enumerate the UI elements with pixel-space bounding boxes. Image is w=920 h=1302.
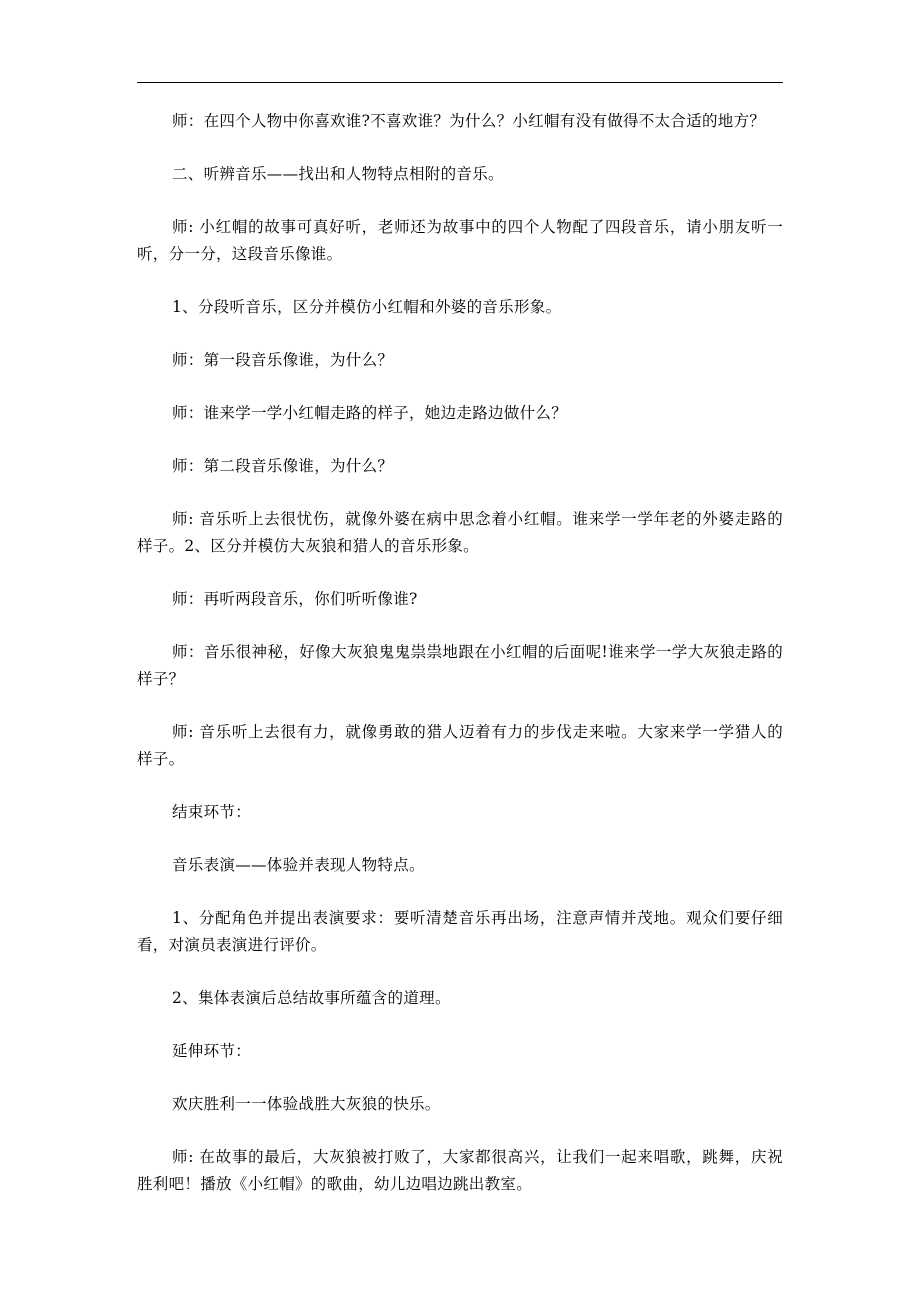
document-body: [137, 108, 783, 1224]
paragraph: 欢庆胜利一一体验战胜大灰狼的快乐。: [172, 1095, 441, 1113]
paragraph: 师：再听两段音乐，你们听听像谁?: [172, 590, 418, 608]
paragraph: 音乐表演——体验并表现人物特点。: [172, 856, 425, 874]
paragraph: 师：音乐很神秘，好像大灰狼鬼鬼祟祟地跟在小红帽的后面呢!谁来学一学大灰狼走路的样子？: [137, 643, 783, 688]
paragraph: 师：谁来学一学小红帽走路的样子，她边走路边做什么？: [172, 404, 568, 422]
paragraph: 师: 音乐听上去很有力，就像勇敢的猎人迈着有力的步伐走来啦。大家来学一学猎人的样子。: [137, 723, 783, 768]
paragraph: 师：第二段音乐像谁，为什么？: [172, 457, 394, 475]
paragraph: 师：在四个人物中你喜欢谁?不喜欢谁？为什么？小红帽有没有做得不太合适的地方？: [172, 112, 766, 130]
paragraph: 师: 在故事的最后，大灰狼被打败了，大家都很高兴，让我们一起来唱歌，跳舞，庆祝胜利吧！播放《小红帽》的歌曲，幼儿边唱边跳出教室。: [137, 1148, 783, 1193]
paragraph: 师: 小红帽的故事可真好听，老师还为故事中的四个人物配了四段音乐，请小朋友听一听，分一分，这段音乐像谁。: [137, 218, 783, 263]
paragraph: 2、集体表演后总结故事所蕴含的道理。: [172, 989, 451, 1007]
section-heading: 二、听辨音乐——找出和人物特点相附的音乐。: [172, 165, 504, 183]
section-heading: 延伸环节：: [172, 1042, 252, 1060]
header-rule: [137, 82, 783, 83]
paragraph: 师: 音乐听上去很忧伤，就像外婆在病中思念着小红帽。谁来学一学年老的外婆走路的样子。2、区分并模仿大灰狼和猎人的音乐形象。: [137, 510, 783, 555]
paragraph: 师：第一段音乐像谁，为什么？: [172, 351, 394, 369]
paragraph: 1、分段听音乐，区分并模仿小红帽和外婆的音乐形象。: [172, 298, 562, 316]
section-heading: 结束环节：: [172, 803, 252, 821]
paragraph: 1、分配角色并提出表演要求：要听清楚音乐再出场，注意声情并茂地。观众们要仔细看，对演员表演进行评价。: [137, 909, 783, 954]
